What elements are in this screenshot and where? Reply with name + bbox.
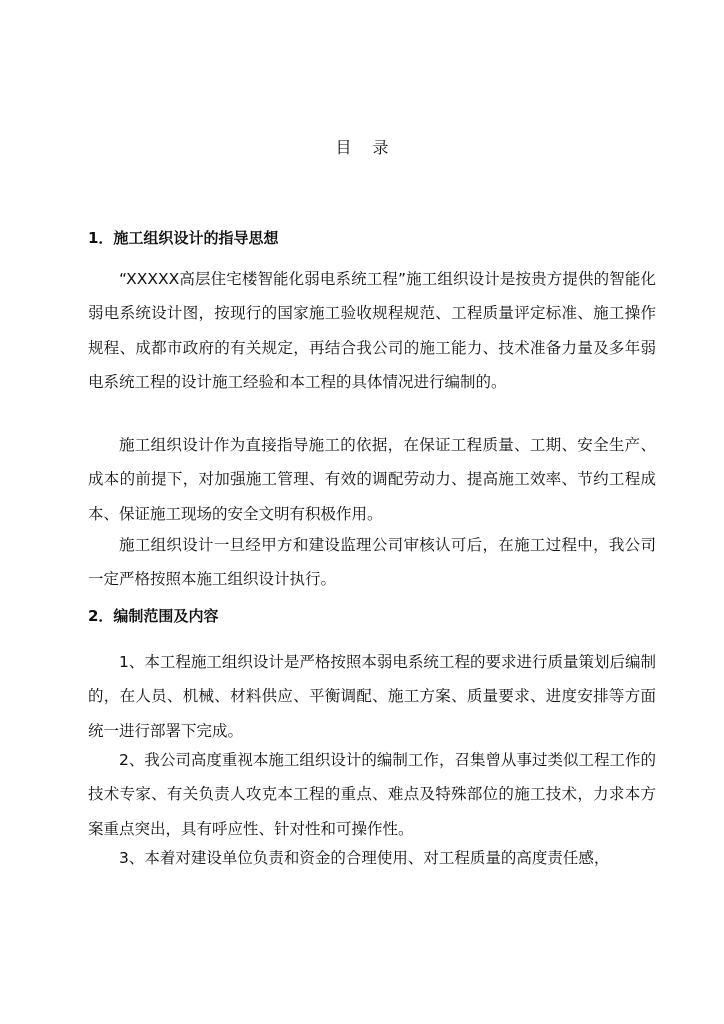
paragraph: 1、本工程施工组织设计是严格按照本弱电系统工程的要求进行质量策划后编制的，在人员、机械、材料供应、平衡调配、施工方案、质量要求、进度安排等方面统一进行部署下完成。 xyxy=(88,653,656,740)
paragraph: “XXXXX高层住宅楼智能化弱电系统工程”施工组织设计是按贵方提供的智能化弱电系统设计图，按现行的国家施工验收规程规范、工程质量评定标准、施工操作规程、成都市政府的有关规定，再结合我公司的施工能力、技术准备力量及多年弱电系统工程的设计施工经验和本工程的具体情况进行编制的。 xyxy=(88,270,656,392)
paragraph: 3、本着对建设单位负责和资金的合理使用、对工程质量的高度责任感， xyxy=(119,849,610,867)
page-title: 目 录 xyxy=(335,138,397,157)
section-heading-scope-and-content: 2．编制范围及内容 xyxy=(88,607,219,625)
paragraph: 施工组织设计一旦经甲方和建设监理公司审核认可后，在施工过程中，我公司一定严格按照本施工组织设计执行。 xyxy=(88,536,656,589)
paragraph: 2、我公司高度重视本施工组织设计的编制工作，召集曾从事过类似工程工作的技术专家、有关负责人攻克本工程的重点、难点及特殊部位的施工技术，力求本方案重点突出，具有呼应性、针对性和可操作性。 xyxy=(88,751,656,838)
paragraph: 施工组织设计作为直接指导施工的依据，在保证工程质量、工期、安全生产、成本的前提下，对加强施工管理、有效的调配劳动力、提高施工效率、节约工程成本、保证施工现场的安全文明有积极作用。 xyxy=(88,436,656,523)
section-heading-guiding-ideas: 1．施工组织设计的指导思想 xyxy=(88,229,279,247)
